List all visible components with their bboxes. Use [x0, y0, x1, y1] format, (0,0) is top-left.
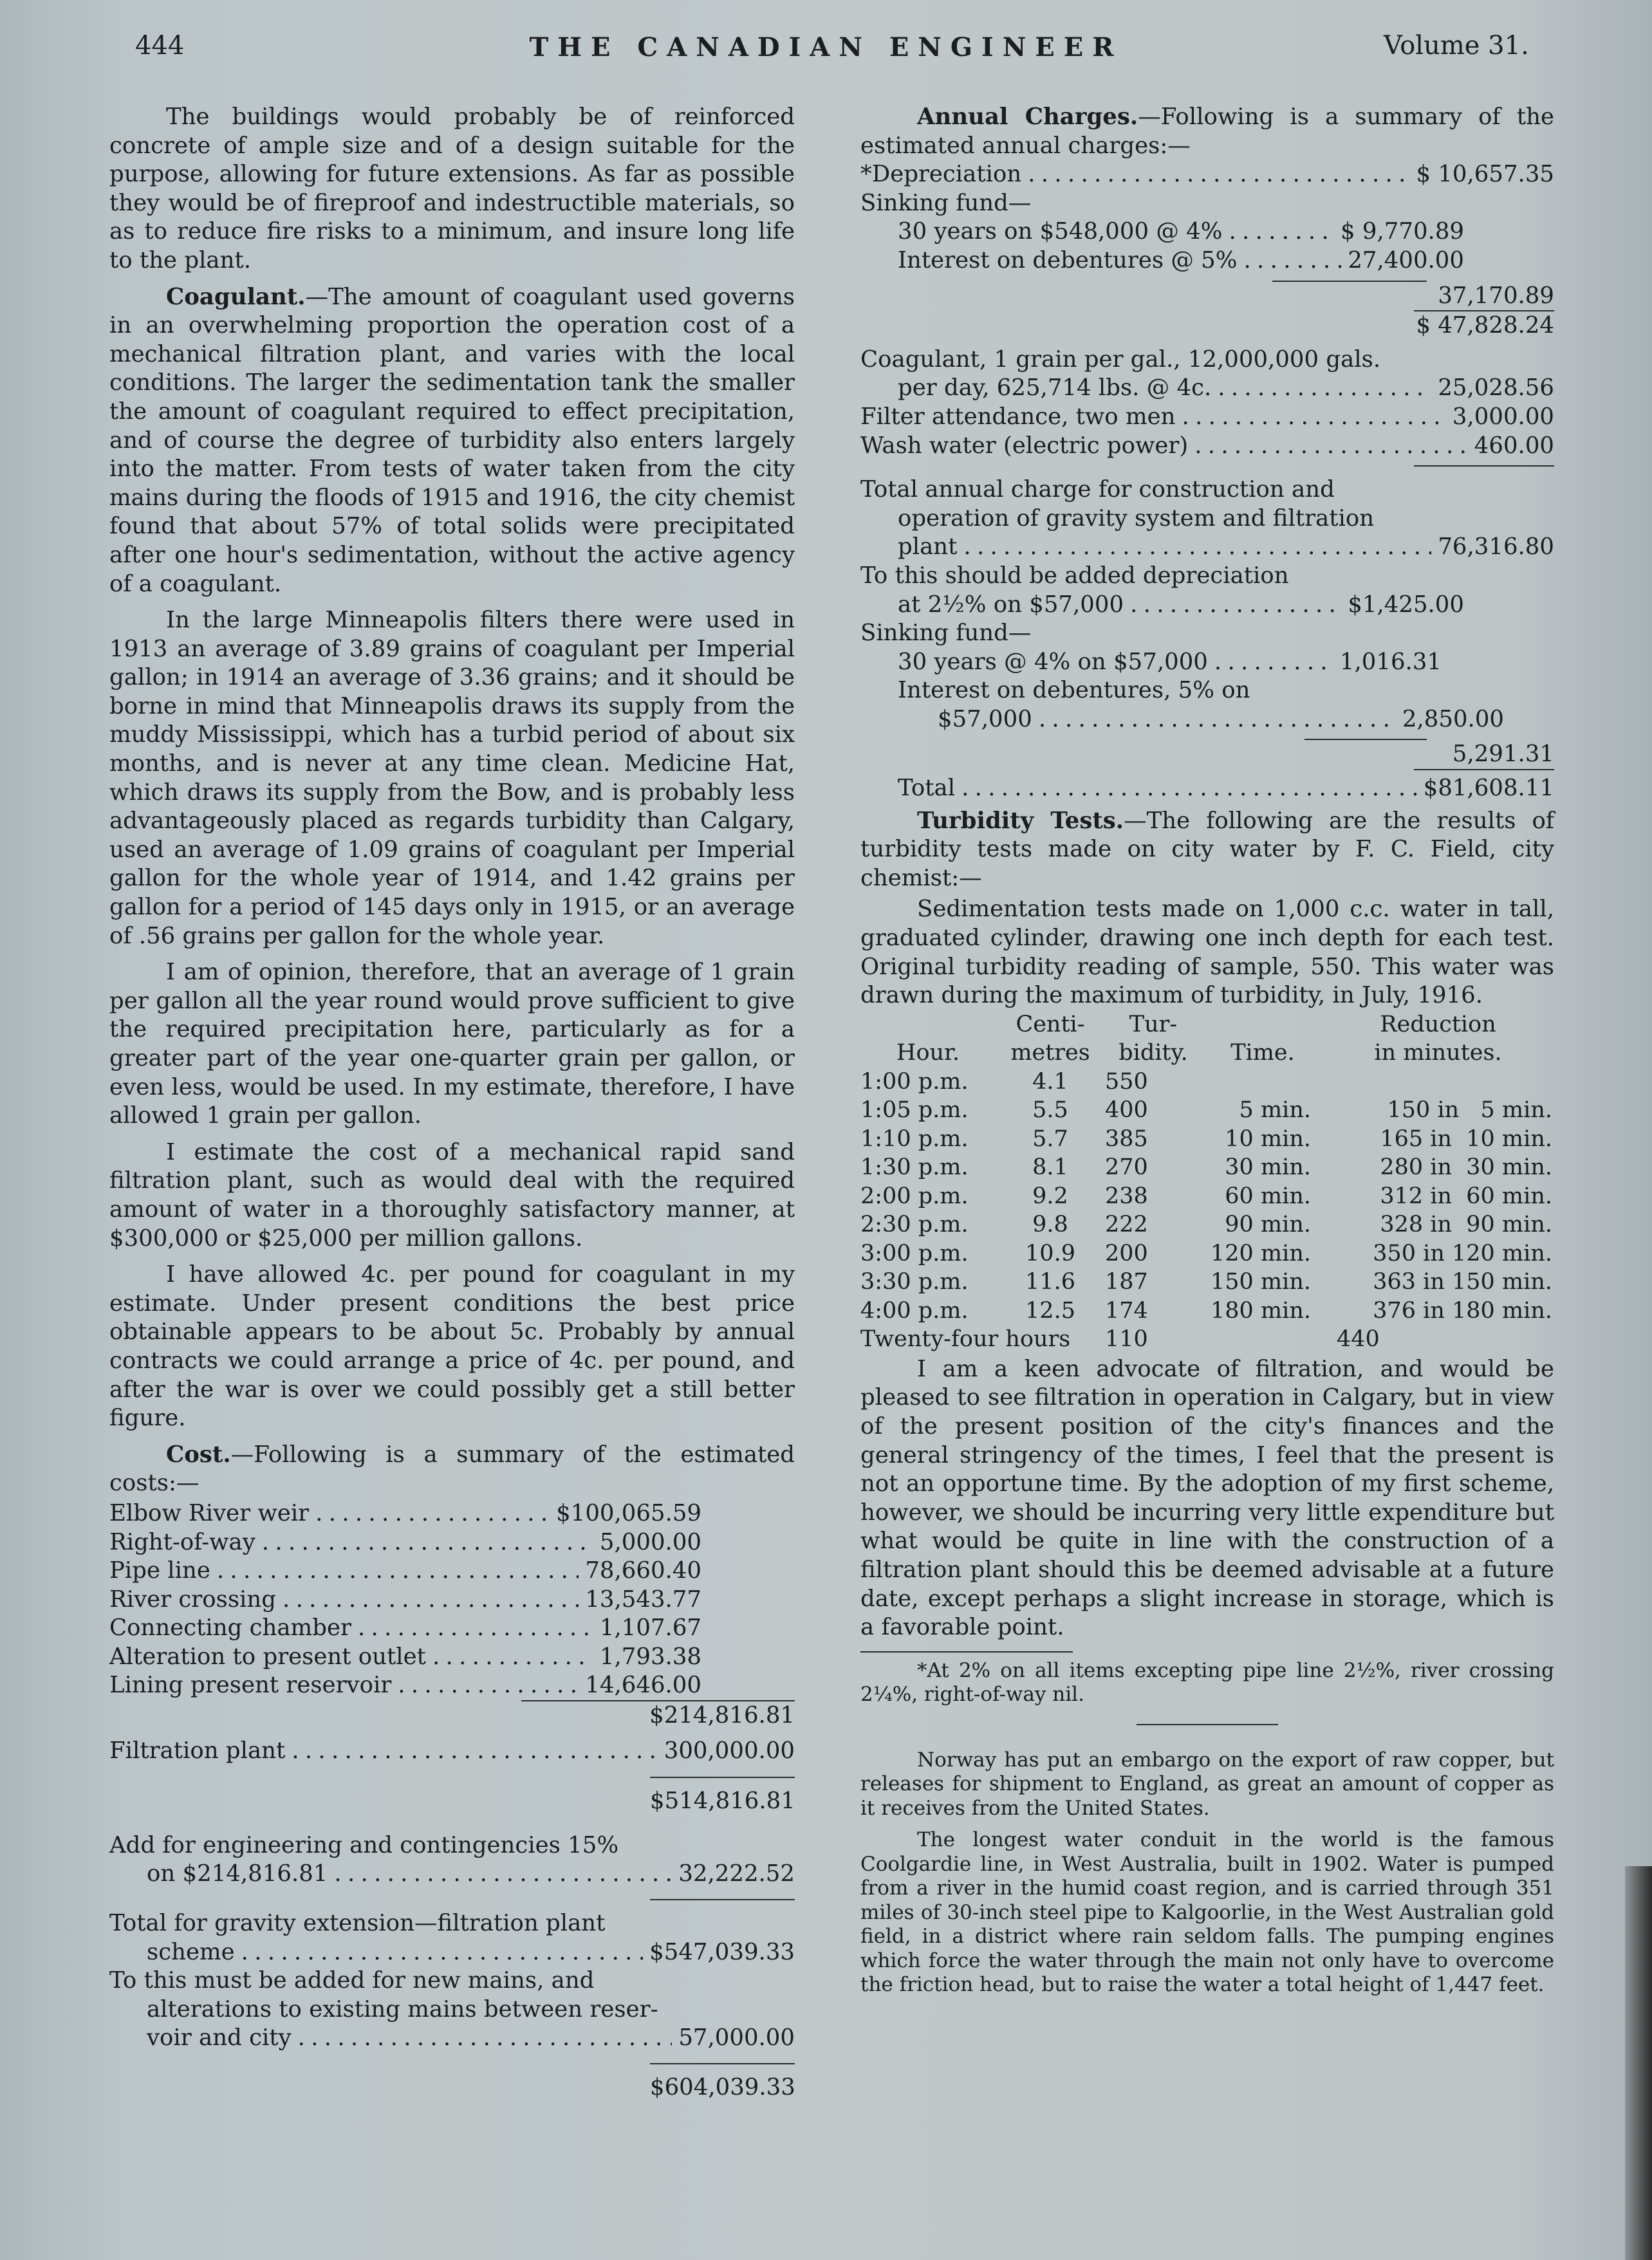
cell-hour: 1:05 p.m.: [860, 1097, 969, 1124]
cell-reduction: 363 in 150 min.: [1373, 1269, 1552, 1295]
annual-table: [860, 160, 1554, 802]
table-row: [860, 1297, 1552, 1326]
gravity-label-1: Total for gravity extension—filtration plant: [109, 1910, 606, 1937]
cost-row: [109, 1586, 701, 1615]
cost-row: [109, 1643, 701, 1672]
depreciation-label: *Depreciation: [860, 161, 1022, 188]
filter-label: Filter attendance, two men: [860, 403, 1176, 430]
cell-reduction: 280 in 30 min.: [1380, 1154, 1552, 1181]
cell-time: 120 min.: [1211, 1240, 1311, 1266]
table-header-row: [860, 1010, 1552, 1039]
paragraph-estimate: I estimate the cost of a mechanical rapid sand filtration plant, such as would deal with the required amount of water in a thoroughly satisfactory manner, at $300,000 or $25,000 per million gallons.: [109, 1138, 795, 1252]
sinking2-line3-label: $57,000: [938, 705, 1032, 732]
cell-hour: 2:30 p.m.: [860, 1212, 969, 1238]
cell-cm: 10.9: [1025, 1240, 1075, 1266]
paragraph-norway: Norway has put an embargo on the export of raw copper, but releases for shipment to England, as great an amount of copper as it receives from the United States.: [860, 1748, 1554, 1820]
header-time: Time.: [1230, 1040, 1295, 1066]
cell-time: 150 min.: [1211, 1269, 1311, 1295]
cost-row: [109, 1671, 701, 1700]
table-row: [860, 1096, 1552, 1125]
cell-hour: 3:00 p.m.: [860, 1240, 969, 1266]
cost-amount: 1,107.67: [599, 1615, 701, 1642]
added-dep-row: [860, 591, 1464, 620]
added-dep-2: at 2½% on $57,000: [898, 591, 1124, 618]
annual-text: —Following is a summary of the estimated annual charges:—: [860, 104, 1554, 159]
cost-amount: 1,793.38: [599, 1643, 701, 1670]
table-row: [860, 1068, 1552, 1097]
table-row: [860, 1125, 1552, 1154]
cell-cm: 12.5: [1025, 1297, 1075, 1324]
cost-label: Connecting chamber: [109, 1615, 351, 1642]
cell-cm: 5.5: [1032, 1097, 1068, 1124]
added-dep-1: To this should be added depreciation: [860, 562, 1289, 589]
heading-annual-charges: Annual Charges.: [917, 104, 1138, 130]
gravity-label-2: scheme: [147, 1938, 235, 1965]
cell-time: 90 min.: [1225, 1212, 1311, 1238]
cell-turb: 550: [1105, 1068, 1148, 1095]
total-annual-3: plant: [898, 533, 958, 560]
table-row: [860, 1325, 1552, 1354]
cost-row: [109, 1528, 701, 1557]
coagulant-line-2: per day, 625,714 lbs. @ 4c.: [898, 375, 1212, 402]
cell-cm: 5.7: [1032, 1125, 1068, 1152]
table-row: [860, 1182, 1552, 1211]
sinking2-line3-amount: 2,850.00: [1402, 705, 1504, 732]
cell-reduction: 328 in 90 min.: [1380, 1212, 1552, 1238]
paragraph-annual: [860, 103, 1554, 160]
cell-reduction: 350 in 120 min.: [1373, 1240, 1552, 1266]
cell-reduction: 165 in 10 min.: [1380, 1125, 1552, 1152]
cost-label: Right-of-way: [109, 1528, 255, 1555]
cell-turb: 174: [1105, 1297, 1148, 1324]
wash-row: [860, 432, 1554, 461]
cell-hour: 1:30 p.m.: [860, 1154, 969, 1181]
cell-turb: 400: [1105, 1097, 1148, 1124]
left-column: [109, 103, 795, 2102]
paragraph-conduit: The longest water conduit in the world is the famous Coolgardie line, in West Australia, built in 1902. Water is pumped from a river in the humid coast region, and is carried through 351 miles of 30-inch steel pipe to Kalgoorlie, in the West Australian gold field, in a district where rain seldom falls. The pumping engines which force the water through the main not only have to overcome the friction head, but to raise the water a total height of 1,447 feet.: [860, 1828, 1554, 1997]
total-label: Total: [898, 775, 956, 802]
sinking2-total: 5,291.31: [1452, 741, 1554, 768]
paragraph-price: I have allowed 4c. per pound for coagulant in my estimate. Under present conditions the best price obtainable appears to be about 5c. Probably by annual contracts we could arrange a price of 4c. per pound, and after the war is over we could possibly get a still better figure.: [109, 1261, 795, 1432]
paragraph-sedimentation: Sedimentation tests made on 1,000 c.c. water in tall, graduated cylinder, drawing one inch depth for each test. Original turbidity reading of sample, 550. This water was drawn during the maximum of turbidity, in July, 1916.: [860, 896, 1554, 1009]
cell-turb: 238: [1105, 1183, 1148, 1209]
table-row: [860, 1268, 1552, 1297]
cost-amount: 13,543.77: [585, 1586, 701, 1613]
wash-amount: 460.00: [1474, 432, 1554, 459]
page-edge-shadow: [1625, 1866, 1652, 2260]
cell-turb: 270: [1105, 1154, 1148, 1181]
header-hour: Hour.: [896, 1040, 960, 1066]
cell-cm: 9.2: [1032, 1183, 1068, 1209]
header-turb-1: Tur-: [1129, 1011, 1178, 1037]
cell-hour: 1:00 p.m.: [860, 1068, 969, 1095]
wash-label: Wash water (electric power): [860, 432, 1189, 459]
cell-time: 30 min.: [1225, 1154, 1311, 1181]
heading-coagulant: Coagulant.: [166, 283, 306, 310]
cost-amount: $100,065.59: [556, 1499, 701, 1526]
sinking-line2-label: Interest on debentures @ 5%: [898, 246, 1238, 273]
sinking2-line1-label: 30 years @ 4% on $57,000: [898, 648, 1208, 675]
cell-turb: 200: [1105, 1240, 1148, 1266]
mains-amount: 57,000.00: [678, 2024, 795, 2052]
paragraph-buildings: The buildings would probably be of reinforced concrete of ample size and of a design suitable for the purpose, allowing for future extensions. As far as possible they would be of fireproof and indestructible materials, so as to reduce fire risks to a minimum, and insure long life to the plant.: [109, 104, 795, 273]
cell-reduction: 440: [1337, 1326, 1380, 1353]
cell-reduction: 150 in 5 min.: [1387, 1097, 1552, 1124]
footnote-rule: [860, 1651, 1073, 1653]
table-row: [860, 1210, 1552, 1239]
cell-cm: 11.6: [1025, 1269, 1075, 1295]
paragraph-coagulant: [109, 283, 795, 599]
cell-turb: 187: [1105, 1269, 1148, 1295]
gravity-amount: $547,039.33: [649, 1938, 795, 1965]
mains-label-1: To this must be added for new mains, and: [109, 1967, 595, 1994]
header-red-1: Reduction: [1380, 1011, 1496, 1037]
cost-amount: 5,000.00: [599, 1528, 701, 1555]
cell-cm: 4.1: [1032, 1068, 1068, 1095]
total-annual-amount: 76,316.80: [1438, 533, 1554, 560]
header-centi-1: Centi-: [1016, 1011, 1085, 1037]
rule-engineering: [650, 1899, 795, 1900]
sinking2-label: Sinking fund—: [860, 620, 1032, 647]
filtration-label: Filtration plant: [109, 1737, 286, 1764]
engineering-amount: 32,222.52: [678, 1860, 795, 1887]
subtotal-cost: $214,816.81: [521, 1700, 795, 1730]
journal-title: THE CANADIAN ENGINEER: [529, 32, 1123, 62]
sinking-row-2: [860, 246, 1464, 275]
cost-label: River crossing: [109, 1586, 277, 1613]
depreciation-row: [860, 160, 1554, 189]
cell-hour: Twenty-four hours: [860, 1326, 1071, 1353]
cell-turb: 385: [1105, 1125, 1148, 1152]
cost-table: [109, 1499, 795, 2102]
cell-hour: 2:00 p.m.: [860, 1183, 969, 1209]
subtotal-with-filtration: $514,816.81: [650, 1777, 795, 1816]
sinking-line1-amount: $ 9,770.89: [1341, 218, 1464, 245]
sinking-label: Sinking fund—: [860, 189, 1032, 216]
cost-row: [109, 1557, 701, 1586]
mains-row: [109, 2024, 795, 2053]
cost-label: Alteration to present outlet: [109, 1643, 426, 1670]
rule-total: [1414, 769, 1554, 770]
filter-row: [860, 403, 1554, 432]
sinking2-row-3: [860, 705, 1504, 734]
volume-label: Volume 31.: [1384, 31, 1529, 60]
engineering-row: [109, 1860, 795, 1889]
grand-total: $604,039.33: [650, 2063, 795, 2102]
sinking2-line1-amount: 1,016.31: [1339, 648, 1442, 675]
page-number: 444: [135, 31, 185, 60]
coagulant-row: [860, 374, 1554, 403]
turbidity-table: [860, 1010, 1552, 1354]
cell-time: 60 min.: [1225, 1183, 1311, 1209]
cell-reduction: [1324, 1068, 1552, 1097]
mains-label-2: alterations to existing mains between reser-: [147, 1996, 658, 2023]
depreciation-amount: $ 10,657.35: [1416, 161, 1554, 188]
cell-reduction: 312 in 60 min.: [1380, 1183, 1552, 1209]
cell-time: 10 min.: [1225, 1125, 1311, 1152]
paragraph-opinion: I am of opinion, therefore, that an average of 1 grain per gallon all the year round would prove sufficient to give the required precipitation here, particularly as for a greater part of the year one-quarter grain per gallon, or even less, would be used. In my estimate, therefore, I have allowed 1 grain per gallon.: [109, 959, 795, 1129]
cell-cm: 9.8: [1032, 1212, 1068, 1238]
turbidity-text: —The following are the results of turbidity tests made on city water by F. C. Field, city chemist:—: [860, 807, 1554, 891]
cost-text: —Following is a summary of the estimated costs:—: [109, 1441, 795, 1497]
paragraph-minneapolis: In the large Minneapolis filters there were used in 1913 an average of 3.89 grains of coagulant per Imperial gallon; in 1914 an average of 3.36 grains; and it should be borne in mind that Minneapolis draws its supply from the muddy Mississippi, which has a turbid period of about six months, and is never at any time clean. Medicine Hat, which draws its supply from the Bow, and is probably less advantageously placed as regards turbidity than Calgary, used an average of 1.09 grains of coagulant per Imperial gallon for the whole year of 1914, and 1.42 grains per gallon for a period of 145 days only in 1915, or an average of .56 grains per gallon for the whole year.: [109, 607, 795, 949]
cell-time: [1202, 1068, 1324, 1097]
cost-amount: 78,660.40: [585, 1557, 701, 1584]
sinking-line1-label: 30 years on $548,000 @ 4%: [898, 218, 1223, 245]
engineering-label-2: on $214,816.81: [147, 1860, 328, 1887]
paragraph-turbidity: [860, 807, 1554, 893]
cell-cm: 8.1: [1032, 1154, 1068, 1181]
total-annual-1: Total annual charge for construction and: [860, 476, 1335, 503]
engineering-label-1: Add for engineering and contingencies 15%: [109, 1831, 619, 1858]
header-red-2: in minutes.: [1374, 1040, 1502, 1066]
section-divider: [1137, 1724, 1278, 1725]
filtration-row: [109, 1737, 795, 1766]
cell-time: 180 min.: [1211, 1297, 1311, 1324]
cell-hour: 1:10 p.m.: [860, 1125, 969, 1152]
table-header-row: [860, 1039, 1552, 1068]
table-row: [860, 1153, 1552, 1182]
added-dep-amount: $1,425.00: [1348, 591, 1464, 618]
cost-label: Pipe line: [109, 1557, 210, 1584]
cell-hour: 4:00 p.m.: [860, 1297, 969, 1324]
header-centi-2: metres: [1010, 1040, 1090, 1066]
rule-wash: [1414, 465, 1554, 467]
cost-row: [109, 1614, 701, 1643]
heading-turbidity-tests: Turbidity Tests.: [917, 807, 1124, 834]
cost-label: Lining present reservoir: [109, 1672, 392, 1699]
total-annual-2: operation of gravity system and filtration: [898, 505, 1375, 532]
cell-hour: 3:30 p.m.: [860, 1269, 969, 1295]
mains-label-3: voir and city: [147, 2024, 292, 2052]
cell-time: 5 min.: [1239, 1097, 1311, 1124]
coagulant-amount: 25,028.56: [1438, 375, 1554, 402]
table-row: [860, 1239, 1552, 1268]
cell-turb: 110: [1105, 1326, 1148, 1353]
paragraph-advocate: I am a keen advocate of filtration, and would be pleased to see filtration in operation in Calgary, but in view of the present position of the city's finances and the general stringency of the times, I feel that the present is not an opportune time. By the adoption of my first scheme, however, we should be incurring very little expenditure but what would be quite in line with the construction of a filtration plant should this be deemed advisable at a future date, except perhaps a slight increase in storage, which is a favorable point.: [860, 1355, 1554, 1641]
sinking2-line2: Interest on debentures, 5% on: [898, 677, 1250, 704]
coagulant-text: —The amount of coagulant used governs in an overwhelming proportion the operation cost of a mechanical filtration plant, and varies with the local conditions. The larger the sedimentation tank the smaller the amount of coagulant required to effect precipitation, and of course the degree of turbidity also enters largely into the matter. From tests of water taken from the city mains during the floods of 1915 and 1916, the city chemist found that about 57% of total solids were precipitated after one hour's sedimentation, without the active agency of a coagulant.: [109, 283, 795, 597]
filtration-amount: 300,000.00: [664, 1737, 795, 1764]
sinking-line2-amount: 27,400.00: [1348, 246, 1464, 273]
total-amount: $81,608.11: [1423, 775, 1554, 802]
paragraph-cost: [109, 1441, 795, 1498]
total-row: [860, 774, 1554, 803]
cell-time: [1202, 1325, 1324, 1354]
cost-amount: 14,646.00: [585, 1672, 701, 1699]
header-turb-2: bidity.: [1118, 1040, 1188, 1066]
sinking2-row-1: [860, 648, 1442, 677]
subtotal-annual: $ 47,828.24: [1414, 310, 1554, 340]
coagulant-line-1: Coagulant, 1 grain per gal., 12,000,000 gals.: [860, 346, 1381, 373]
gravity-row: [109, 1938, 795, 1967]
total-annual-row: [860, 533, 1554, 562]
sinking-total: 37,170.89: [1438, 282, 1554, 309]
cost-label: Elbow River weir: [109, 1499, 310, 1526]
sinking-row-1: [860, 218, 1464, 246]
right-column: [860, 103, 1554, 2005]
cost-row: [109, 1499, 701, 1528]
heading-cost: Cost.: [166, 1441, 231, 1468]
filter-amount: 3,000.00: [1452, 403, 1554, 430]
footnote: *At 2% on all items excepting pipe line 2½%, river crossing 2¼%, right-of-way nil.: [860, 1658, 1554, 1707]
cell-turb: 222: [1105, 1212, 1148, 1238]
cell-reduction: 376 in 180 min.: [1373, 1297, 1552, 1324]
